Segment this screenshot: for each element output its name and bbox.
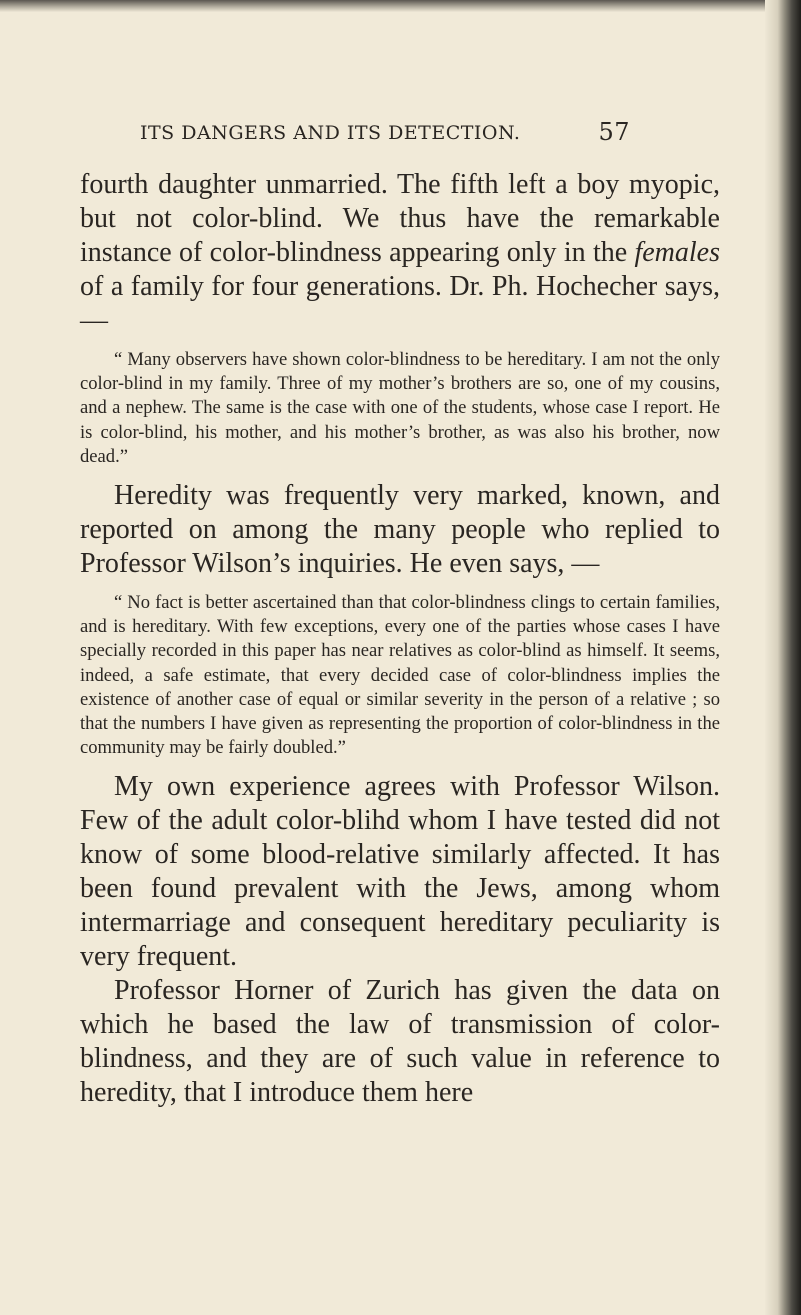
paragraph-continuation (80, 168, 720, 338)
page-body (80, 168, 720, 1110)
page-header (140, 118, 630, 152)
italic-emphasis: females (634, 237, 720, 268)
block-quote-wilson: “ No fact is better ascertained than that color-blindness clings to certain families, and is hereditary. With few exceptions, every one of the parties whose cases I have specially recorded in this paper has near relatives as color-blind as himself. It seems, indeed, a safe estimate, that every decided case of color-blindness implies the existence of another case of equal or similar severity in the person of a relative ; so that the numbers I have given as representing the proportion of color-blindness in the community may be fairly doubled.” (80, 592, 720, 759)
page-top-edge-shadow (0, 0, 801, 12)
paragraph-heredity: Heredity was frequently very marked, known, and reported on among the many people who replied to Professor Wilson’s inquiries. He even says, — (80, 480, 720, 580)
paragraph-text: fourth daughter unmarried. The fifth left a boy myopic, but not color-blind. We thus have the remarkable instance of color-blindness appearing only in the (80, 169, 720, 268)
running-title: ITS DANGERS AND ITS DETECTION. (140, 122, 521, 144)
page-number: 57 (598, 118, 630, 146)
paragraph-own-experience: My own experience agrees with Professor Wilson. Few of the adult color-blihd whom I have tested did not know of some blood-relative similarly affected. It has been found prevalent with the Jews, among whom intermarriage and consequent hereditary peculiarity is very frequent. (80, 771, 720, 973)
page-right-edge-shadow (765, 0, 801, 1315)
paragraph-horner: Professor Horner of Zurich has given the data on which he based the law of transmission of color-blindness, and they are of such value in reference to heredity, that I introduce them here (80, 975, 720, 1109)
paragraph-text: of a family for four generations. Dr. Ph. Hochecher says, — (80, 271, 720, 336)
block-quote-hochecher: “ Many observers have shown color-blindness to be hereditary. I am not the only color-blind in my family. Three of my mother’s brothers are so, one of my cousins, and a nephew. The same is the case with one of the students, whose case I report. He is color-blind, his mother, and his mother’s brother, as was also his brother, now dead.” (80, 349, 720, 467)
